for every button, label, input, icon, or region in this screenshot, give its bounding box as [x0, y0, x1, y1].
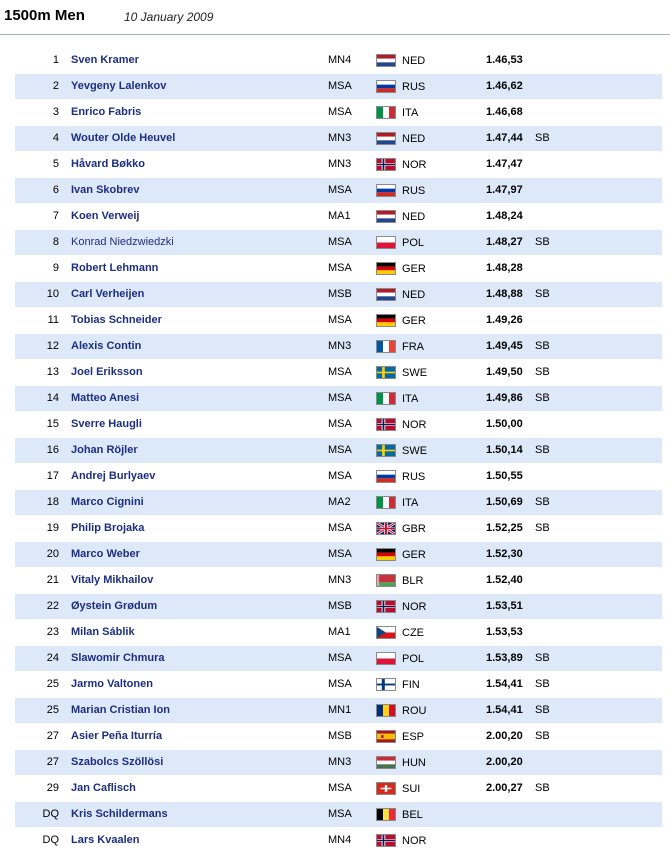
- rank: 3: [52, 106, 59, 118]
- rank: 23: [46, 626, 59, 638]
- athlete-name: Konrad Niedzwiedzki: [71, 236, 174, 248]
- rank: 29: [46, 782, 59, 794]
- athlete-name: Robert Lehmann: [71, 262, 159, 274]
- rank: 25: [46, 704, 59, 716]
- athlete-name: Koen Verweij: [71, 210, 140, 222]
- category: MSB: [328, 288, 352, 300]
- event-date: 10 January 2009: [124, 10, 214, 24]
- nationality: BEL: [402, 809, 423, 821]
- time: 1.54,41: [486, 678, 523, 690]
- note: SB: [535, 782, 550, 794]
- table-row: [15, 334, 662, 360]
- athlete-name: Jan Caflisch: [71, 782, 136, 794]
- table-row: [15, 308, 662, 334]
- nationality: ITA: [402, 107, 419, 119]
- nationality: RUS: [402, 471, 426, 483]
- athlete-name: Lars Kvaalen: [71, 834, 140, 846]
- category: MSA: [328, 236, 352, 248]
- athlete-name: Asier Peña Iturría: [71, 730, 163, 742]
- nationality: NOR: [402, 419, 427, 431]
- nationality: SUI: [402, 783, 421, 795]
- nationality: ITA: [402, 497, 419, 509]
- flag-sweden-icon: [376, 366, 396, 379]
- note: SB: [535, 678, 550, 690]
- time: 1.47,44: [486, 132, 523, 144]
- time: 1.47,97: [486, 184, 523, 196]
- category: MSA: [328, 106, 352, 118]
- nationality: RUS: [402, 81, 426, 93]
- results-table: [15, 48, 662, 854]
- table-row: [15, 256, 662, 282]
- athlete-name: Carl Verheijen: [71, 288, 145, 300]
- flag-france-icon: [376, 340, 396, 353]
- table-row: [15, 48, 662, 74]
- category: MN3: [328, 158, 352, 170]
- table-row: [15, 282, 662, 308]
- time: 1.52,30: [486, 548, 523, 560]
- athlete-name: Matteo Anesi: [71, 392, 140, 404]
- category: MSA: [328, 444, 352, 456]
- flag-norway-icon: [376, 418, 396, 431]
- nationality: ITA: [402, 393, 419, 405]
- table-row: [15, 230, 662, 256]
- nationality: FIN: [402, 679, 420, 691]
- rank: 5: [52, 158, 59, 170]
- flag-finland-icon: [376, 678, 396, 691]
- category: MSA: [328, 470, 352, 482]
- time: 1.46,53: [486, 54, 523, 66]
- time: 1.48,24: [486, 210, 523, 222]
- table-row: [15, 620, 662, 646]
- category: MN3: [328, 574, 352, 586]
- table-row: [15, 516, 662, 542]
- rank: DQ: [42, 834, 59, 846]
- rank: 1: [52, 54, 59, 66]
- rank: 19: [46, 522, 59, 534]
- athlete-name: Wouter Olde Heuvel: [71, 132, 176, 144]
- nationality: ROU: [402, 705, 427, 717]
- athlete-name: Alexis Contin: [71, 340, 142, 352]
- flag-sweden-icon: [376, 444, 396, 457]
- flag-norway-icon: [376, 834, 396, 847]
- table-row: [15, 438, 662, 464]
- category: MSA: [328, 80, 352, 92]
- table-row: [15, 828, 662, 854]
- note: SB: [535, 522, 550, 534]
- time: 1.49,45: [486, 340, 523, 352]
- nationality: GER: [402, 315, 426, 327]
- nationality: BLR: [402, 575, 424, 587]
- flag-romania-icon: [376, 704, 396, 717]
- category: MSA: [328, 392, 352, 404]
- nationality: SWE: [402, 445, 428, 457]
- table-row: [15, 750, 662, 776]
- time: 1.48,28: [486, 262, 523, 274]
- rank: 18: [46, 496, 59, 508]
- time: 1.48,27: [486, 236, 523, 248]
- category: MSA: [328, 782, 352, 794]
- athlete-name: Marco Cignini: [71, 496, 144, 508]
- table-row: [15, 672, 662, 698]
- table-row: [15, 724, 662, 750]
- category: MSA: [328, 522, 352, 534]
- note: SB: [535, 444, 550, 456]
- flag-germany-icon: [376, 262, 396, 275]
- time: 2.00,20: [486, 730, 523, 742]
- athlete-name: Andrej Burlyaev: [71, 470, 156, 482]
- rank: DQ: [42, 808, 59, 820]
- flag-czech-icon: [376, 626, 396, 639]
- nationality: NED: [402, 55, 426, 67]
- flag-russia-icon: [376, 80, 396, 93]
- time: 1.48,88: [486, 288, 523, 300]
- time: 1.49,86: [486, 392, 523, 404]
- table-row: [15, 152, 662, 178]
- flag-netherlands-icon: [376, 54, 396, 67]
- time: 1.46,62: [486, 80, 523, 92]
- rank: 4: [52, 132, 59, 144]
- flag-russia-icon: [376, 470, 396, 483]
- category: MA1: [328, 210, 351, 222]
- rank: 6: [52, 184, 59, 196]
- table-row: [15, 204, 662, 230]
- note: SB: [535, 340, 550, 352]
- time: 1.50,69: [486, 496, 523, 508]
- flag-switzerland-icon: [376, 782, 396, 795]
- time: 1.54,41: [486, 704, 523, 716]
- athlete-name: Marco Weber: [71, 548, 140, 560]
- category: MSA: [328, 262, 352, 274]
- category: MSA: [328, 808, 352, 820]
- athlete-name: Sven Kramer: [71, 54, 139, 66]
- table-row: [15, 74, 662, 100]
- category: MN3: [328, 132, 352, 144]
- time: 2.00,20: [486, 756, 523, 768]
- athlete-name: Szabolcs Szöllösi: [71, 756, 164, 768]
- nationality: CZE: [402, 627, 424, 639]
- category: MSA: [328, 548, 352, 560]
- rank: 14: [46, 392, 59, 404]
- category: MSA: [328, 652, 352, 664]
- category: MA2: [328, 496, 351, 508]
- flag-norway-icon: [376, 158, 396, 171]
- athlete-name: Philip Brojaka: [71, 522, 145, 534]
- time: 1.52,40: [486, 574, 523, 586]
- rank: 9: [52, 262, 59, 274]
- nationality: NOR: [402, 159, 427, 171]
- table-row: [15, 776, 662, 802]
- rank: 7: [52, 210, 59, 222]
- table-row: [15, 568, 662, 594]
- table-row: [15, 360, 662, 386]
- page-title: 1500m Men: [4, 7, 85, 24]
- athlete-name: Ivan Skobrev: [71, 184, 140, 196]
- nationality: NED: [402, 133, 426, 145]
- rank: 20: [46, 548, 59, 560]
- category: MSA: [328, 184, 352, 196]
- table-row: [15, 100, 662, 126]
- flag-norway-icon: [376, 600, 396, 613]
- time: 1.53,89: [486, 652, 523, 664]
- category: MSA: [328, 314, 352, 326]
- time: 1.53,51: [486, 600, 523, 612]
- rank: 16: [46, 444, 59, 456]
- table-row: [15, 646, 662, 672]
- note: SB: [535, 236, 550, 248]
- nationality: SWE: [402, 367, 428, 379]
- flag-poland-icon: [376, 652, 396, 665]
- note: SB: [535, 730, 550, 742]
- rank: 8: [52, 236, 59, 248]
- athlete-name: Håvard Bøkko: [71, 158, 145, 170]
- nationality: NED: [402, 211, 426, 223]
- athlete-name: Milan Sáblik: [71, 626, 135, 638]
- time: 1.49,50: [486, 366, 523, 378]
- flag-netherlands-icon: [376, 132, 396, 145]
- flag-italy-icon: [376, 106, 396, 119]
- table-row: [15, 698, 662, 724]
- rank: 12: [46, 340, 59, 352]
- note: SB: [535, 704, 550, 716]
- note: SB: [535, 366, 550, 378]
- flag-germany-icon: [376, 314, 396, 327]
- rank: 10: [46, 288, 59, 300]
- category: MSA: [328, 418, 352, 430]
- time: 2.00,27: [486, 782, 523, 794]
- note: SB: [535, 132, 550, 144]
- flag-russia-icon: [376, 184, 396, 197]
- note: SB: [535, 288, 550, 300]
- athlete-name: Vitaly Mikhailov: [71, 574, 154, 586]
- rank: 22: [46, 600, 59, 612]
- athlete-name: Sverre Haugli: [71, 418, 142, 430]
- rank: 11: [47, 314, 59, 326]
- rank: 21: [46, 574, 59, 586]
- note: SB: [535, 496, 550, 508]
- time: 1.49,26: [486, 314, 523, 326]
- table-row: [15, 412, 662, 438]
- time: 1.50,00: [486, 418, 523, 430]
- time: 1.47,47: [486, 158, 523, 170]
- athlete-name: Enrico Fabris: [71, 106, 142, 118]
- nationality: POL: [402, 653, 425, 665]
- athlete-name: Joel Eriksson: [71, 366, 143, 378]
- table-row: [15, 126, 662, 152]
- time: 1.53,53: [486, 626, 523, 638]
- time: 1.50,55: [486, 470, 523, 482]
- nationality: HUN: [402, 757, 426, 769]
- flag-spain-icon: [376, 730, 396, 743]
- flag-italy-icon: [376, 392, 396, 405]
- nationality: GER: [402, 549, 426, 561]
- category: MN3: [328, 756, 352, 768]
- header: [0, 0, 670, 35]
- time: 1.46,68: [486, 106, 523, 118]
- category: MN4: [328, 834, 352, 846]
- athlete-name: Kris Schildermans: [71, 808, 168, 820]
- table-row: [15, 490, 662, 516]
- rank: 17: [46, 470, 59, 482]
- athlete-name: Marian Cristian Ion: [71, 704, 171, 716]
- note: SB: [535, 652, 550, 664]
- rank: 27: [46, 756, 59, 768]
- rank: 27: [46, 730, 59, 742]
- rank: 15: [46, 418, 59, 430]
- category: MSB: [328, 730, 352, 742]
- category: MN4: [328, 54, 352, 66]
- table-row: [15, 594, 662, 620]
- flag-belarus-icon: [376, 574, 396, 587]
- category: MN1: [328, 704, 352, 716]
- category: MSB: [328, 600, 352, 612]
- athlete-name: Jarmo Valtonen: [71, 678, 153, 690]
- table-row: [15, 386, 662, 412]
- nationality: FRA: [402, 341, 424, 353]
- flag-netherlands-icon: [376, 288, 396, 301]
- rank: 24: [46, 652, 59, 664]
- flag-italy-icon: [376, 496, 396, 509]
- time: 1.50,14: [486, 444, 523, 456]
- category: MSA: [328, 678, 352, 690]
- note: SB: [535, 392, 550, 404]
- time: 1.52,25: [486, 522, 523, 534]
- nationality: GBR: [402, 523, 426, 535]
- rank: 25: [46, 678, 59, 690]
- flag-germany-icon: [376, 548, 396, 561]
- flag-belgium-icon: [376, 808, 396, 821]
- athlete-name: Yevgeny Lalenkov: [71, 80, 167, 92]
- nationality: NOR: [402, 835, 427, 847]
- rank: 2: [52, 80, 59, 92]
- category: MSA: [328, 366, 352, 378]
- nationality: POL: [402, 237, 425, 249]
- nationality: RUS: [402, 185, 426, 197]
- rank: 13: [46, 366, 59, 378]
- nationality: NOR: [402, 601, 427, 613]
- flag-poland-icon: [376, 236, 396, 249]
- athlete-name: Johan Röjler: [71, 444, 138, 456]
- flag-hungary-icon: [376, 756, 396, 769]
- flag-netherlands-icon: [376, 210, 396, 223]
- athlete-name: Slawomir Chmura: [71, 652, 165, 664]
- table-row: [15, 542, 662, 568]
- flag-uk-icon: [376, 522, 396, 535]
- table-row: [15, 178, 662, 204]
- nationality: ESP: [402, 731, 425, 743]
- nationality: GER: [402, 263, 426, 275]
- athlete-name: Øystein Grødum: [71, 600, 158, 612]
- table-row: [15, 464, 662, 490]
- nationality: NED: [402, 289, 426, 301]
- athlete-name: Tobias Schneider: [71, 314, 162, 326]
- category: MA1: [328, 626, 351, 638]
- table-row: [15, 802, 662, 828]
- category: MN3: [328, 340, 352, 352]
